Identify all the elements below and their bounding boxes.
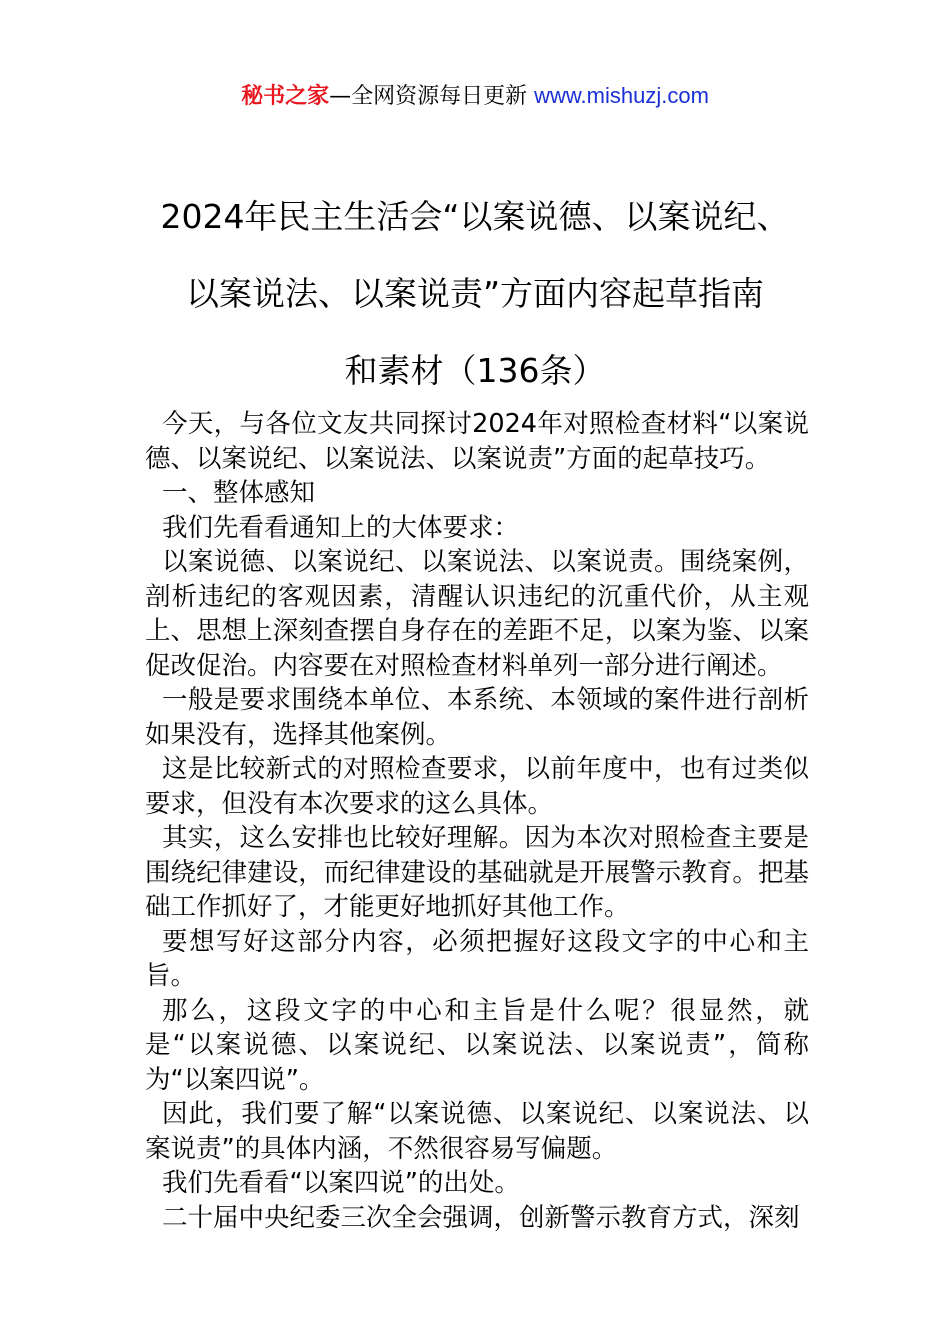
title-line-1: 2024年民主生活会“以案说德、以案说纪、 xyxy=(160,197,790,236)
site-brand: 秘书之家 xyxy=(241,84,330,109)
section-heading: 一、整体感知 xyxy=(162,478,316,508)
site-tagline: —全网资源每日更新 xyxy=(329,84,535,109)
paragraph: 其实，这么安排也比较好理解。因为本次对照检查主要是围绕纪律建设，而纪律建设的基础就是开展警示教育。把基础工作抓好了，才能更好地抓好其他工作。 xyxy=(145,823,809,922)
paragraph: 这是比较新式的对照检查要求，以前年度中，也有过类似要求，但没有本次要求的这么具体。 xyxy=(145,754,809,819)
site-url-link[interactable]: www.mishuzj.com xyxy=(534,83,709,108)
paragraph: 以案说德、以案说纪、以案说法、以案说责。围绕案例，剖析违纪的客观因素，清醒认识违纪的沉重代价，从主观上、思想上深刻查摆自身存在的差距不足，以案为鉴、以案促改促治。内容要在对照检查材料单列一部分进行阐述。 xyxy=(145,547,809,681)
title-line-2: 以案说法、以案说责”方面内容起草指南 xyxy=(185,274,765,313)
paragraph: 因此，我们要了解“以案说德、以案说纪、以案说法、以案说责”的具体内涵，不然很容易写偏题。 xyxy=(145,1099,809,1164)
paragraph: 我们先看看通知上的大体要求： xyxy=(162,512,520,543)
paragraph: 要想写好这部分内容，必须把握好这段文字的中心和主旨。 xyxy=(145,926,809,991)
paragraph: 二十届中央纪委三次全会强调，创新警示教育方式，深刻 xyxy=(162,1202,800,1233)
site-header xyxy=(0,80,950,113)
paragraph: 我们先看看“以案四说”的出处。 xyxy=(162,1168,520,1198)
document-title xyxy=(130,178,820,409)
paragraph: 今天，与各位文友共同探讨2024年对照检查材料“以案说德、以案说纪、以案说法、以案说责”方面的起草技巧。 xyxy=(145,409,809,474)
document-body xyxy=(145,407,809,1235)
paragraph: 一般是要求围绕本单位、本系统、本领域的案件进行剖析如果没有，选择其他案例。 xyxy=(145,685,809,750)
paragraph: 那么，这段文字的中心和主旨是什么呢？很显然，就是“以案说德、以案说纪、以案说法、以案说责”，简称为“以案四说”。 xyxy=(145,995,809,1095)
title-line-3: 和素材（136条） xyxy=(344,351,606,390)
